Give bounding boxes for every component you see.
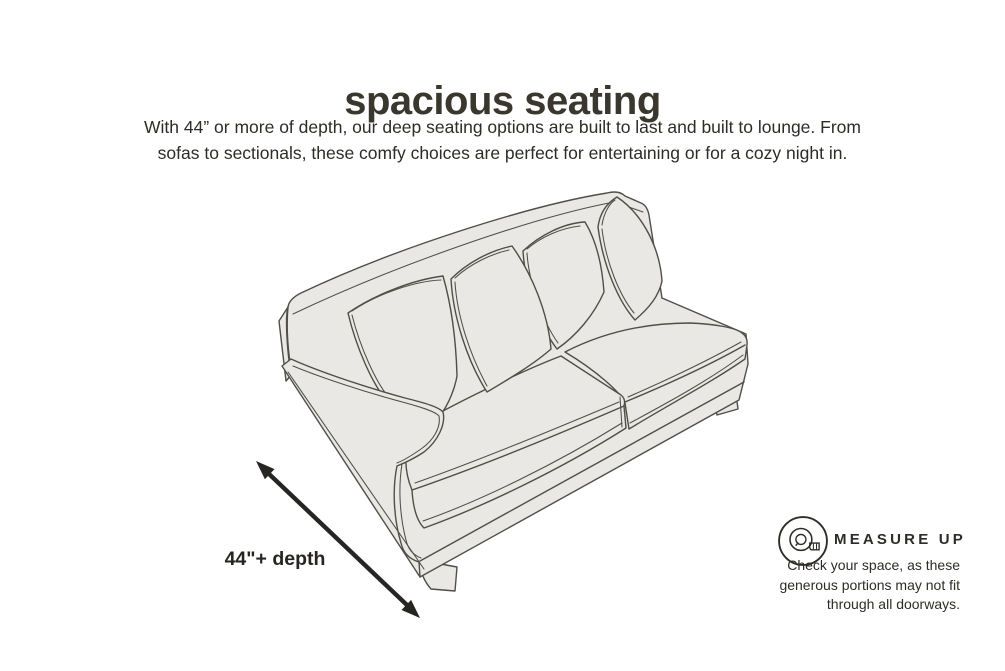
sofa-illustration bbox=[279, 192, 748, 591]
intro-line-2: sofas to sectionals, these comfy choices are perfect for entertaining or for a cozy night in. bbox=[157, 143, 848, 163]
measure-up-caption-line-2: generous portions may not fit bbox=[779, 576, 960, 593]
measure-up-caption-line-3: through all doorways. bbox=[826, 596, 960, 612]
measure-up-heading: MEASURE UP bbox=[834, 531, 967, 548]
measure-up-caption bbox=[744, 556, 960, 615]
measure-up-caption-line-1: Check your space, as these bbox=[787, 557, 960, 573]
page-title: spacious seating bbox=[344, 78, 661, 123]
intro-line-1: With 44” or more of depth, our deep seating options are built to last and built to lounge. From bbox=[144, 117, 861, 137]
depth-label: 44"+ depth bbox=[224, 548, 326, 570]
